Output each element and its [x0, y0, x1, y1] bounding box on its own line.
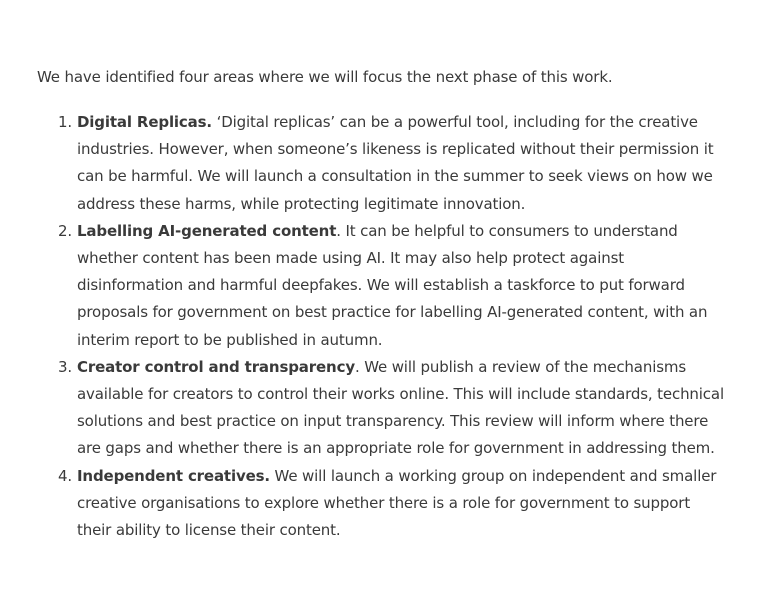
list-item-text: . We will publish a review of the mechanisms available for creators to control their works online. This will include standards, technical solutions and best practice on input transparency. This review will inform where there are gaps and whether there is an appropriate role for government in addressing them.	[77, 357, 724, 458]
list-item-number: 2.	[58, 221, 73, 240]
list-item-number: 4.	[58, 466, 73, 485]
list-item	[0, 109, 727, 218]
list-item-term: Creator control and transparency	[77, 357, 355, 376]
list-item-text: ‘Digital replicas’ can be a powerful tool, including for the creative industries. However, when someone’s likeness is replicated without their permission it can be harmful. We will launch a consultation in the summer to seek views on how we address these harms, while protecting legitimate innovation.	[77, 113, 714, 213]
list-item	[0, 463, 727, 545]
list-item	[0, 218, 727, 354]
intro-paragraph: We have identified four areas where we will focus the next phase of this work.	[37, 68, 613, 86]
list-item-term: Independent creatives.	[77, 466, 270, 485]
focus-areas-list	[0, 109, 767, 544]
list-item-term: Digital Replicas.	[77, 113, 212, 131]
list-item-text: We will launch a working group on independent and smaller creative organisations to explore whether there is a role for government to support their ability to license their content.	[77, 466, 717, 540]
list-item-term: Labelling AI-generated content	[77, 221, 337, 240]
list-item	[0, 354, 727, 463]
list-item-number: 1.	[58, 113, 73, 131]
list-item-number: 3.	[58, 357, 73, 376]
list-item-text: . It can be helpful to consumers to understand whether content has been made using AI. It may also help protect against disinformation and harmful deepfakes. We will establish a taskforce to put forward proposals for government on best practice for labelling AI-generated content, with an interim report to be published in autumn.	[77, 221, 708, 349]
